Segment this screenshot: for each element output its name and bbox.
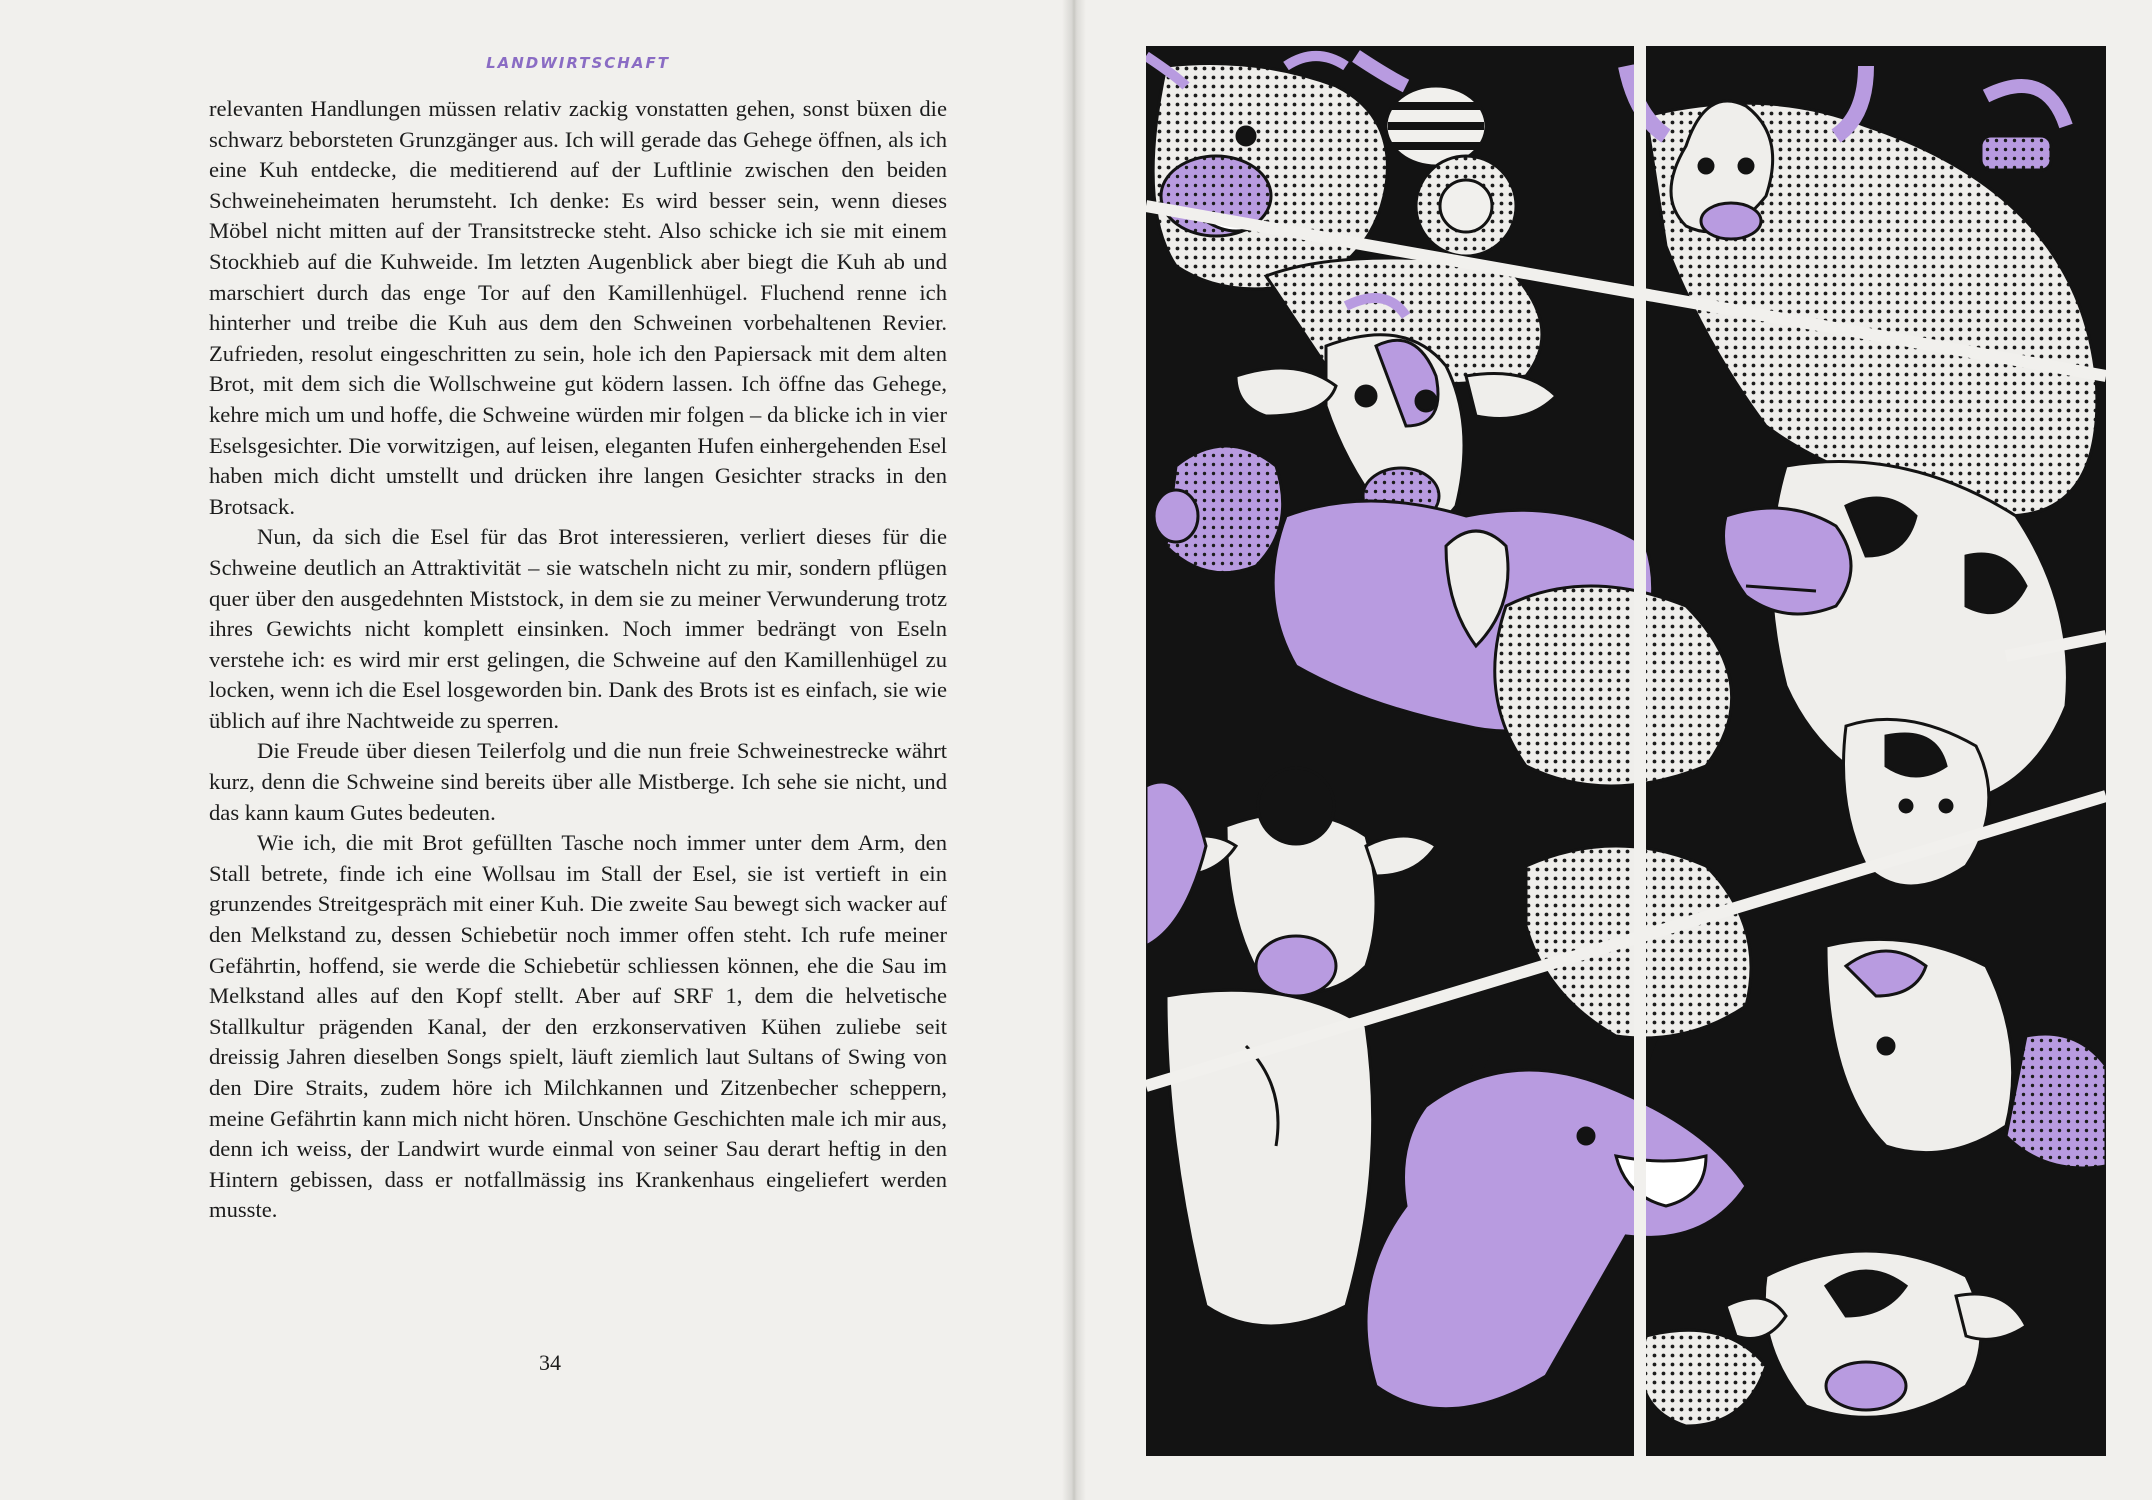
page-number: 34 xyxy=(539,1350,561,1375)
paragraph: Nun, da sich die Esel für das Brot interessieren, verliert dieses für die Schweine deutlich an Attraktivität – sie watscheln nicht zu mir, sondern pflügen quer über den ausgedehnten Miststock, in dem sie zu meiner Verwunderung trotz ihres Gewichts nicht komplett einsinken. Noch immer bedrängt von Eseln verstehe ich: es wird mir erst gelingen, die Schweine auf den Kamillenhügel zu locken, wenn ich die Esel losgeworden bin. Dank des Brots ist es einfach, sie wie üblich auf ihre Nachtweide zu sperren. xyxy=(209,524,947,733)
paragraph: Wie ich, die mit Brot gefüllten Tasche noch immer unter dem Arm, den Stall betrete, finde ich eine Wollsau im Stall der Esel, sie ist vertieft in ein grunzendes Streitgespräch mit einer Kuh. Die zweite Sau bewegt sich wacker auf den Melkstand zu, dessen Schiebetür noch immer offen steht. Ich rufe meiner Gefährtin, hoffend, sie werde die Schiebetür schliessen können, ehe die Sau im Melkstand alles auf den Kopf stellt. Aber auf SRF 1, dem die helvetische Stallkultur prägenden Kanal, der den erzkonservativen Kühen zuliebe seit dreissig Jahren dieselben Songs spielt, läuft ziemlich laut Sultans of Swing von den Dire Straits, zudem höre ich Milchkannen und Zitzenbecher scheppern, meine Gefährtin kann mich nicht hören. Unschöne Geschichten male ich mir aus, denn ich weiss, der Landwirt wurde einmal von seiner Sau derart heftig in den Hintern gebissen, dass er notfallmässig ins Krankenhaus eingeliefert werden musste. xyxy=(209,830,947,1223)
paragraph: relevanten Handlungen müssen relativ zackig vonstatten gehen, sonst büxen die schwarz beborsteten Grunzgänger aus. Ich will gerade das Gehege öffnen, als ich eine Kuh entdecke, die meditierend auf der Luftlinie zwischen den beiden Schweineheimaten herumsteht. Ich denke: Es wird besser sein, wenn dieses Möbel nicht mitten auf der Transitstrecke steht. Also schicke ich sie mit einem Stockhieb auf die Kuhweide. Im letzten Augenblick aber biegt die Kuh ab und marschiert durch das enge Tor auf den Kamillenhügel. Fluchend renne ich hinterher und treibe die Kuh aus dem den Schweinen vorbehaltenen Revier. Zufrieden, resolut eingeschritten zu sein, hole ich den Papiersack mit dem alten Brot, mit dem sich die Wollschweine gut ködern lassen. Ich öffne das Gehege, kehre mich um und hoffe, die Schweine würden mir folgen – da blicke ich in vier Eselsgesichter. Die vorwitzigen, auf leisen, eleganten Hufen einhergehenden Esel haben mich dicht umstellt und drücken ihre langen Gesichter stracks in den Brotsack. xyxy=(209,96,947,519)
paragraph: Die Freude über diesen Teilerfolg und die nun freie Schweinestrecke währt kurz, denn die Schweine sind bereits über alle Mistberge. Ich sehe sie nicht, und das kann kaum Gutes bedeuten. xyxy=(209,738,947,825)
animal-illustration xyxy=(1146,46,2106,1456)
body-text xyxy=(209,94,947,1226)
left-page xyxy=(0,0,1070,1500)
book-gutter xyxy=(1062,0,1086,1500)
running-head: LANDWIRTSCHAFT xyxy=(486,54,670,72)
